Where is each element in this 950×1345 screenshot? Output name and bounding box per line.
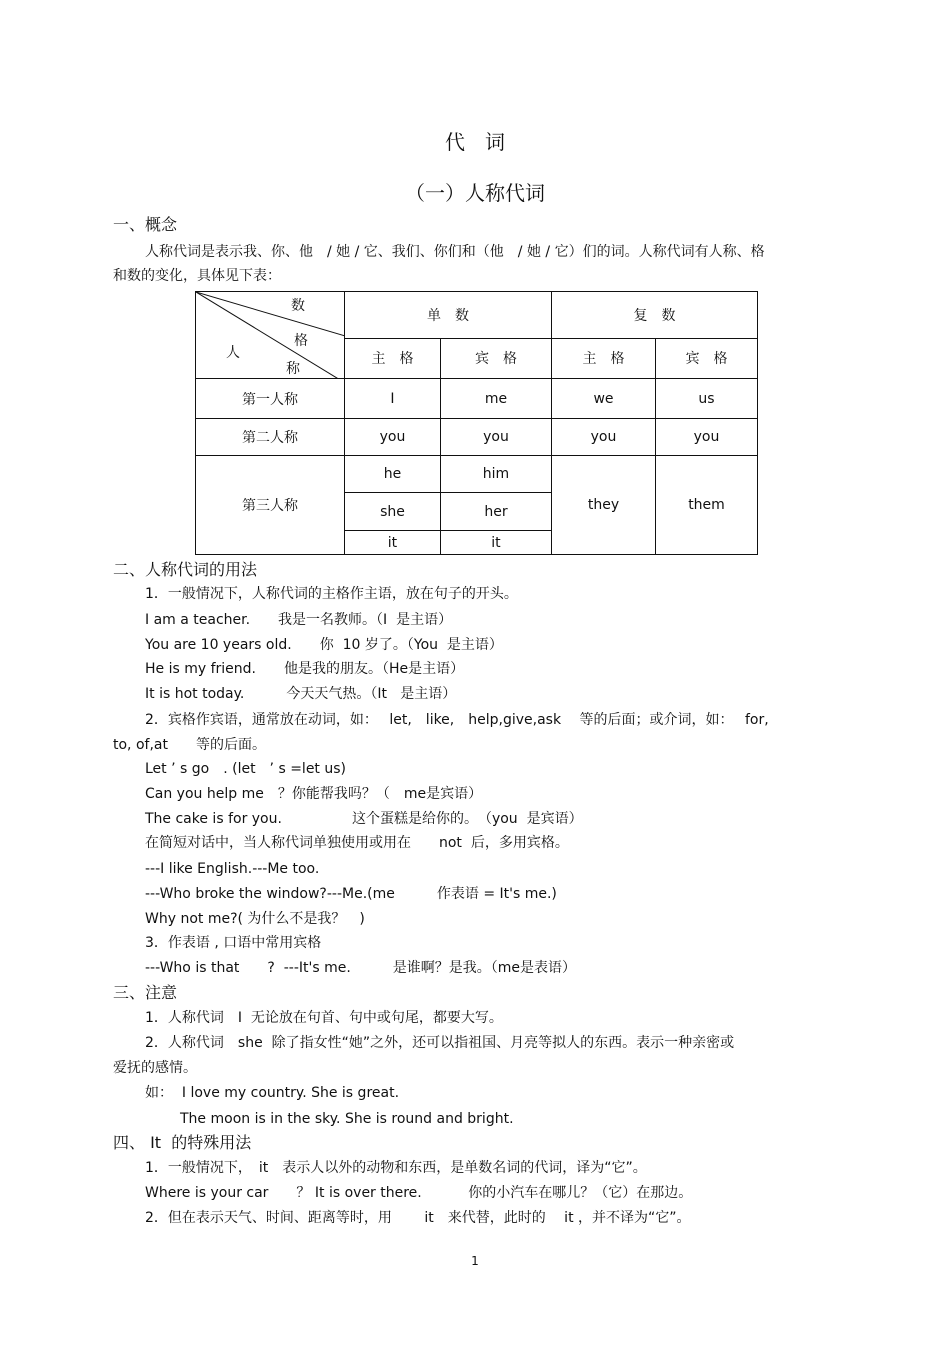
paragraph-line: You are 10 years old. 你 10 岁了。（You 是主语）	[145, 637, 503, 653]
paragraph-line: 3．作表语 , 口语中常用宾格	[145, 935, 322, 951]
paragraph-line: ---I like English.---Me too.	[145, 861, 320, 877]
section-heading-1: 一、概念	[113, 215, 178, 234]
row-person: 第三人称	[196, 456, 345, 555]
paragraph-line: 2．人称代词 she 除了指女性“她”之外，还可以指祖国、月亮等拟人的东西。表示一种亲密或	[145, 1035, 735, 1051]
corner-label-ren: 人	[226, 345, 240, 361]
page-subtitle: （一）人称代词	[405, 181, 545, 205]
table-row	[196, 379, 758, 419]
header-singular: 单 数	[345, 292, 552, 339]
table-cell: me	[441, 379, 552, 419]
table-cell: they	[552, 456, 656, 555]
paragraph-line: It is hot today. 今天天气热。（It 是主语）	[145, 686, 457, 702]
paragraph-line: Let ’ s go . (let ’ s =let us)	[145, 761, 347, 777]
paragraph-line: ---Who is that ? ---It's me. 是谁啊？是我。（me是表语）	[145, 960, 577, 976]
pronoun-table	[195, 291, 758, 555]
table-cell: you	[656, 419, 758, 456]
header-objective: 宾 格	[656, 338, 758, 378]
table-cell: them	[656, 456, 758, 555]
table-cell: her	[441, 493, 552, 531]
table-cell: us	[656, 379, 758, 419]
paragraph-line: ---Who broke the window?---Me.(me 作表语 = It's me.)	[145, 886, 557, 902]
page-title: 代 词	[445, 130, 505, 154]
table-cell: it	[441, 531, 552, 555]
paragraph-line: 如： I love my country. She is great.	[145, 1085, 400, 1101]
table-cell: him	[441, 456, 552, 493]
section-heading-3: 三、注意	[113, 983, 178, 1002]
header-objective: 宾 格	[441, 338, 552, 378]
diagonal-lines	[196, 292, 344, 378]
header-nominative: 主 格	[552, 338, 656, 378]
paragraph-line: 2．但在表示天气、时间、距离等时，用 it 来代替，此时的 it ，并不译为“它”。	[145, 1210, 691, 1226]
section-heading-2: 二、人称代词的用法	[113, 560, 258, 579]
paragraph-line: to, of,at 等的后面。	[113, 737, 266, 753]
header-plural: 复 数	[552, 292, 758, 339]
table-cell: she	[345, 493, 441, 531]
paragraph-line: The moon is in the sky. She is round and bright.	[180, 1111, 514, 1127]
table-cell: you	[552, 419, 656, 456]
paragraph-line: Where is your car ？ It is over there. 你的小汽车在哪儿？（它）在那边。	[145, 1185, 693, 1201]
paragraph-line: He is my friend. 他是我的朋友。（He是主语）	[145, 661, 465, 677]
paragraph-line: Can you help me ？你能帮我吗？（ me是宾语）	[145, 786, 483, 802]
table-corner-cell	[196, 292, 345, 379]
page-number: 1	[471, 1254, 479, 1268]
table-cell: we	[552, 379, 656, 419]
paragraph-line: 爱抚的感情。	[113, 1060, 197, 1076]
table-cell: he	[345, 456, 441, 493]
section-heading-4: 四、 It 的特殊用法	[113, 1133, 252, 1152]
table-row	[196, 419, 758, 456]
paragraph-line: 1．一般情况下， it 表示人以外的动物和东西，是单数名词的代词，译为“它”。	[145, 1160, 647, 1176]
paragraph-line: 1．人称代词 I 无论放在句首、句中或句尾，都要大写。	[145, 1010, 503, 1026]
table-cell: you	[441, 419, 552, 456]
row-person: 第一人称	[196, 379, 345, 419]
table-cell: it	[345, 531, 441, 555]
paragraph-line: Why not me?( 为什么不是我？ )	[145, 911, 365, 927]
paragraph-line: 2．宾格作宾语，通常放在动词，如： let, like, help,give,ask 等的后面；或介词，如： for,	[145, 712, 769, 728]
table-cell: you	[345, 419, 441, 456]
corner-label-ge: 格	[294, 333, 308, 349]
row-person: 第二人称	[196, 419, 345, 456]
table-cell: I	[345, 379, 441, 419]
paragraph-line: The cake is for you. 这个蛋糕是给你的。 （you 是宾语）	[145, 811, 583, 827]
paragraph-line: 1．一般情况下，人称代词的主格作主语，放在句子的开头。	[145, 586, 518, 602]
table-row	[196, 456, 758, 493]
header-nominative: 主 格	[345, 338, 441, 378]
paragraph-line: 人称代词是表示我、你、他 / 她 / 它、我们、你们和（他 / 她 / 它）们的词。人称代词有人称、格	[145, 244, 765, 260]
corner-label-shu: 数	[291, 298, 305, 314]
corner-label-cheng: 称	[286, 361, 300, 377]
paragraph-line: 和数的变化，具体见下表：	[113, 268, 281, 284]
paragraph-line: 在简短对话中，当人称代词单独使用或用在 not 后，多用宾格。	[145, 835, 569, 851]
paragraph-line: I am a teacher. 我是一名教师。（I 是主语）	[145, 612, 453, 628]
